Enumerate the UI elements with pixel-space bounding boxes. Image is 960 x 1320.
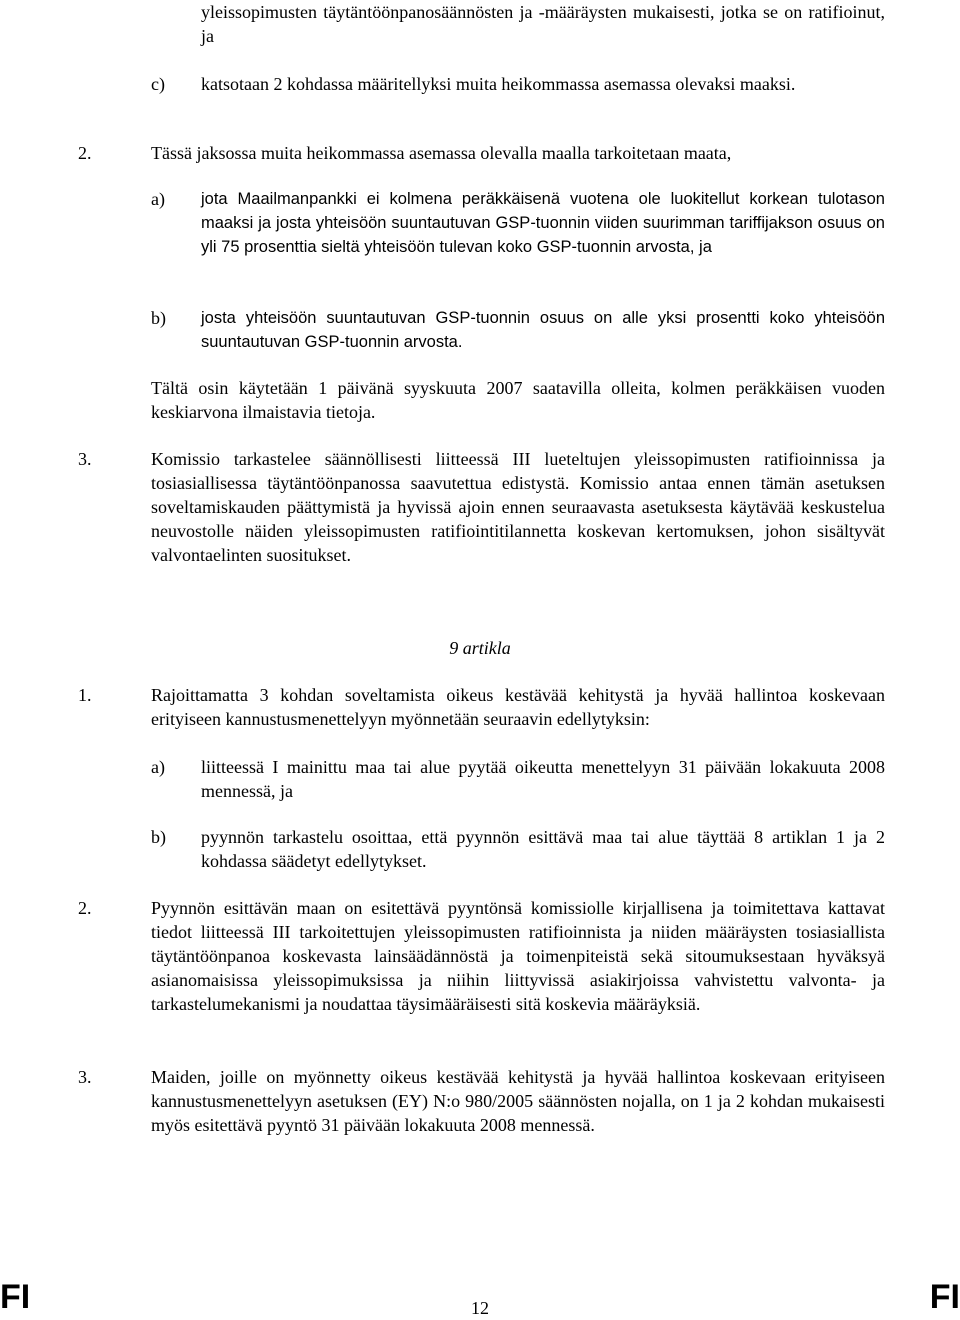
item-c-label: c) <box>151 74 165 94</box>
page-number: 12 <box>471 1298 489 1318</box>
article-p3-number: 3. <box>78 1067 92 1087</box>
section-2-number: 2. <box>78 143 92 163</box>
section-2-closing: Tältä osin käytetään 1 päivänä syyskuuta 2007 saatavilla olleita, kolmen peräkkäisen vuoden keskiarvona ilmaistavia tietoja. <box>151 378 885 422</box>
article-p1-b-text: pyynnön tarkastelu osoittaa, että pyynnön esittävä maa tai alue täyttää 8 artiklan 1 ja 2 kohdassa säädetyt edellytykset. <box>201 827 885 871</box>
article-p2-text: Pyynnön esittävän maan on esitettävä pyyntönsä komissiolle kirjallisena ja toimitettava kattavat tiedot liitteessä III tarkoitettujen yleissopimusten ratifioinnista ja niiden määräysten tosiasiallista täytäntöönpanoa koskevasta lainsäädännöstä ja toimenpiteistä sekä sitoumuksestaan hyväksyä asianomaisissa yleissopimuksissa ja niihin liittyvissä asiakirjoissa vahvistettu valvonta- ja tarkastelumekanismi ja noudattaa täysimääräisesti sitä koskevia määräyksiä. <box>151 898 885 1014</box>
article-p2-number: 2. <box>78 898 92 918</box>
article-p1-a-text: liitteessä I mainittu maa tai alue pyytää oikeutta menettelyyn 31 päivään lokakuuta 2008 mennessä, ja <box>201 757 885 801</box>
article-p1-b-label: b) <box>151 827 166 847</box>
article-p1-text: Rajoittamatta 3 kohdan soveltamista oikeus kestävää kehitystä ja hyvää hallintoa koskevaan erityiseen kannustusmenettelyyn myönnetään seuraavin edellytyksin: <box>151 685 885 729</box>
section-3-text: Komissio tarkastelee säännöllisesti liitteessä III lueteltujen yleissopimusten ratifioinnissa ja tosiasiallisessa täytäntöönpanossa saavutettua edistystä. Komissio antaa ennen tämän asetuksen soveltamiskauden päättymistä ja hyvissä ajoin ennen seuraavasta asetuksesta käytävää keskustelua neuvostolle näiden yleissopimusten ratifiointitilannetta koskevan kertomuksen, johon sisältyvät valvontaelinten suositukset. <box>151 449 885 565</box>
continuation-paragraph: yleissopimusten täytäntöönpanosäännösten ja -määräysten mukaisesti, jotka se on ratifioinut, ja <box>201 2 885 46</box>
article-p1-number: 1. <box>78 685 92 705</box>
article-p1-a-label: a) <box>151 757 165 777</box>
section-3-number: 3. <box>78 449 92 469</box>
article-p3-text: Maiden, joille on myönnetty oikeus kestävää kehitystä ja hyvää hallintoa koskevaan erityiseen kannustusmenettelyyn asetuksen (EY) N:o 980/2005 säännösten nojalla, on 1 ja 2 kohdan mukaisesti myös esitettävä pyyntö 31 päivään lokakuuta 2008 mennessä. <box>151 1067 885 1135</box>
section-2-b-text: josta yhteisöön suuntautuvan GSP-tuonnin osuus on alle yksi prosentti koko yhteisöön suuntautuvan GSP-tuonnin arvosta. <box>201 309 885 351</box>
footer-language-left: FI <box>0 1278 31 1316</box>
footer-language-right: FI <box>929 1278 960 1316</box>
item-c-text: katsotaan 2 kohdassa määritellyksi muita heikommassa asemassa olevaksi maaksi. <box>201 74 796 94</box>
section-2-intro: Tässä jaksossa muita heikommassa asemassa olevalla maalla tarkoitetaan maata, <box>151 143 732 163</box>
article-heading: 9 artikla <box>449 638 511 658</box>
section-2-a-label: a) <box>151 189 165 209</box>
section-2-a-text: jota Maailmanpankki ei kolmena peräkkäisenä vuotena ole luokitellut korkean tulotason maaksi ja josta yhteisöön suuntautuvan GSP-tuonnin viiden suurimman tariffijakson osuus on yli 75 prosenttia sieltä yhteisöön tulevan koko GSP-tuonnin arvosta, ja <box>201 190 885 256</box>
section-2-b-label: b) <box>151 308 166 328</box>
